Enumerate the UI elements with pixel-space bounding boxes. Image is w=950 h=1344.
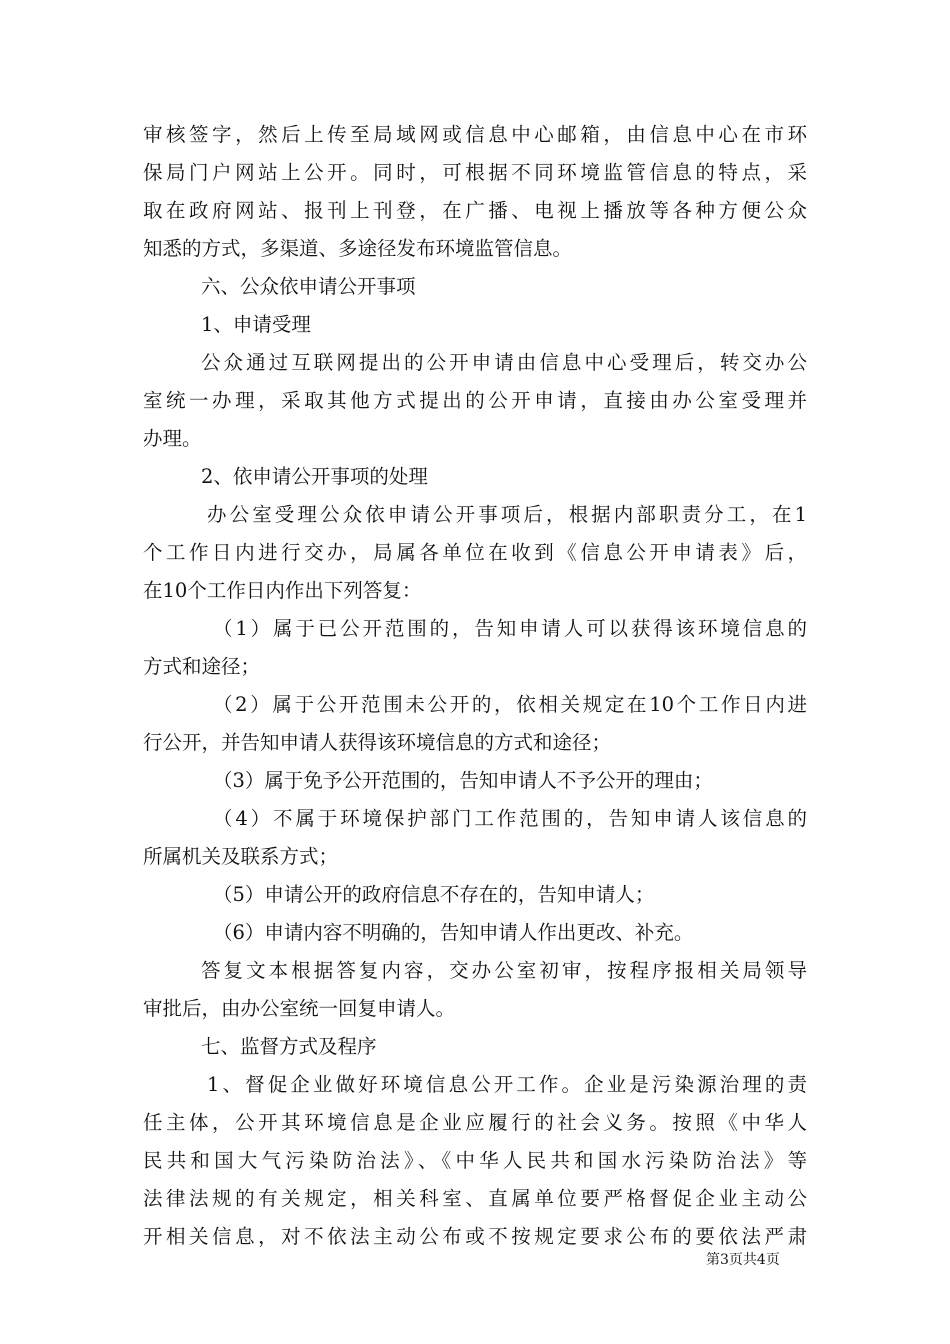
list-item-line: 方式和途径；	[143, 655, 261, 678]
paragraph-line: 民共和国大气污染防治法》、《中华人民共和国水污染防治法》等	[143, 1149, 807, 1172]
paragraph-line: 知悉的方式，多渠道、多途径发布环境监管信息。	[143, 237, 573, 260]
paragraph-line: 1、督促企业做好环境信息公开工作。企业是污染源治理的责	[207, 1073, 807, 1096]
list-item-line: 行公开，并告知申请人获得该环境信息的方式和途径；	[143, 731, 612, 754]
section-heading: 六、公众依申请公开事项	[201, 275, 416, 298]
paragraph-line: 任主体，公开其环境信息是企业应履行的社会义务。按照《中华人	[143, 1111, 807, 1134]
list-item-line: （1）属于已公开范围的，告知申请人可以获得该环境信息的	[213, 617, 807, 640]
paragraph-line: 个工作日内进行交办，局属各单位在收到《信息公开申请表》后，	[143, 541, 807, 564]
page-number: 第3页共4页	[706, 1252, 780, 1268]
paragraph-line: 办理。	[143, 427, 202, 450]
paragraph-line: 审核签字，然后上传至局域网或信息中心邮箱，由信息中心在市环	[143, 123, 807, 146]
paragraph-line: 答复文本根据答复内容，交办公室初审，按程序报相关局领导	[201, 959, 807, 982]
paragraph-line: 保局门户网站上公开。同时，可根据不同环境监管信息的特点，采	[143, 161, 807, 184]
paragraph-line: 取在政府网站、报刊上刊登，在广播、电视上播放等各种方便公众	[143, 199, 807, 222]
list-item-line: （2）属于公开范围未公开的，依相关规定在10个工作日内进	[213, 693, 807, 716]
paragraph-line: 法律法规的有关规定，相关科室、直属单位要严格督促企业主动公	[143, 1187, 807, 1210]
list-item-line: （6）申请内容不明确的，告知申请人作出更改、补充。	[213, 921, 694, 944]
paragraph-line: 在10个工作日内作出下列答复：	[143, 579, 422, 602]
list-item-line: （4）不属于环境保护部门工作范围的，告知申请人该信息的	[213, 807, 807, 830]
paragraph-line: 审批后，由办公室统一回复申请人。	[143, 997, 456, 1020]
section-heading: 七、监督方式及程序	[201, 1035, 377, 1058]
subsection-heading: 1、申请受理	[201, 313, 311, 336]
paragraph-line: 室统一办理，采取其他方式提出的公开申请，直接由办公室受理并	[143, 389, 807, 412]
paragraph-line: 开相关信息，对不依法主动公布或不按规定要求公布的要依法严肃	[143, 1225, 807, 1248]
list-item-line: （5）申请公开的政府信息不存在的，告知申请人；	[213, 883, 655, 906]
document-body	[143, 116, 807, 1256]
list-item-line: 所属机关及联系方式；	[143, 845, 339, 868]
list-item-line: （3）属于免予公开范围的，告知申请人不予公开的理由；	[213, 769, 713, 792]
paragraph-line: 公众通过互联网提出的公开申请由信息中心受理后，转交办公	[201, 351, 807, 374]
paragraph-line: 办公室受理公众依申请公开事项后，根据内部职责分工，在1	[207, 503, 807, 526]
subsection-heading: 2、依申请公开事项的处理	[201, 465, 428, 488]
